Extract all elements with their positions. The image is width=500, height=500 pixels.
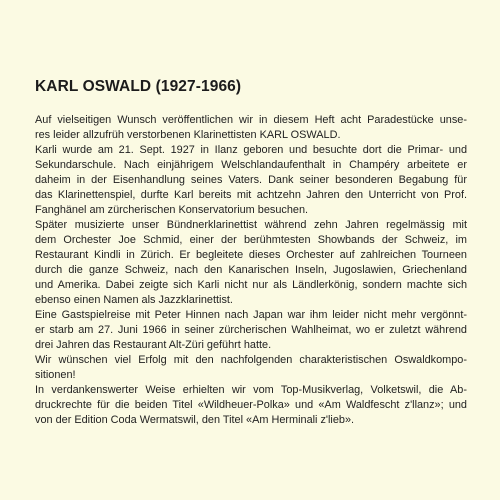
body-line: Später musizierte unser Bündnerklarinettist während zehn Jahren regelmässig mit bbox=[35, 219, 467, 231]
body-line: durch die ganze Schweiz, nach den Kanarischen Inseln, Jugoslawien, Griechenland bbox=[35, 264, 467, 276]
body-line: das Klarinettenspiel, durfte Karl bereits mit achtzehn Jahren den Unterricht von Prof. bbox=[35, 189, 467, 201]
body-line: ebenso einen Namen als Jazzklarinettist. bbox=[35, 294, 233, 306]
body-line: Auf vielseitigen Wunsch veröffentlichen wir in diesem Heft acht Paradestücke unse- bbox=[35, 114, 467, 126]
body-line: Karli wurde am 21. Sept. 1927 in Ilanz geboren und besuchte dort die Primar- und bbox=[35, 144, 467, 156]
body-line: drei Jahren das Restaurant Alt-Züri geführt hatte. bbox=[35, 339, 272, 351]
body-line: Fanghänel am zürcherischen Konservatorium besuchen. bbox=[35, 204, 309, 216]
body-line: Wir wünschen viel Erfolg mit den nachfolgenden charakteristischen Oswaldkompo- bbox=[35, 354, 467, 366]
body-line: daheim in der Eisenhandlung seines Vaters. Dank seiner besonderen Begabung für bbox=[35, 174, 467, 186]
body-line: er starb am 27. Juni 1966 in seiner zürcherischen Wahlheimat, wo er zuletzt während bbox=[35, 324, 467, 336]
body-line: dem Orchester Joe Schmid, einer der berühmtesten Showbands der Schweiz, im bbox=[35, 234, 467, 246]
body-line: und Amerika. Dabei zeigte sich Karli nicht nur als Ländlerkönig, sondern machte sich bbox=[35, 279, 467, 291]
body-line: Sekundarschule. Nach einjährigem Welschlandaufenthalt in Champéry arbeitete er bbox=[35, 159, 467, 171]
article-body bbox=[35, 113, 467, 428]
body-line: von der Edition Coda Wermatswil, den Titel «Am Herminali z'lieb». bbox=[35, 414, 355, 426]
body-line: sitionen! bbox=[35, 369, 76, 381]
body-line: res leider allzufrüh verstorbenen Klarinettisten KARL OSWALD. bbox=[35, 129, 341, 141]
body-line: druckrechte für die beiden Titel «Wildheuer-Polka» und «Am Waldfescht z'llanz»; und bbox=[35, 399, 467, 411]
body-line: In verdankenswerter Weise erhielten wir vom Top-Musikverlag, Volketswil, die Ab- bbox=[35, 384, 467, 396]
body-line: Restaurant Kindli in Zürich. Er begleitete dieses Orchester auf zahlreichen Tourneen bbox=[35, 249, 467, 261]
body-line: Eine Gastspielreise mit Peter Hinnen nach Japan war ihm leider nicht mehr vergönnt- bbox=[35, 309, 467, 321]
article-title: KARL OSWALD (1927-1966) bbox=[35, 78, 242, 95]
